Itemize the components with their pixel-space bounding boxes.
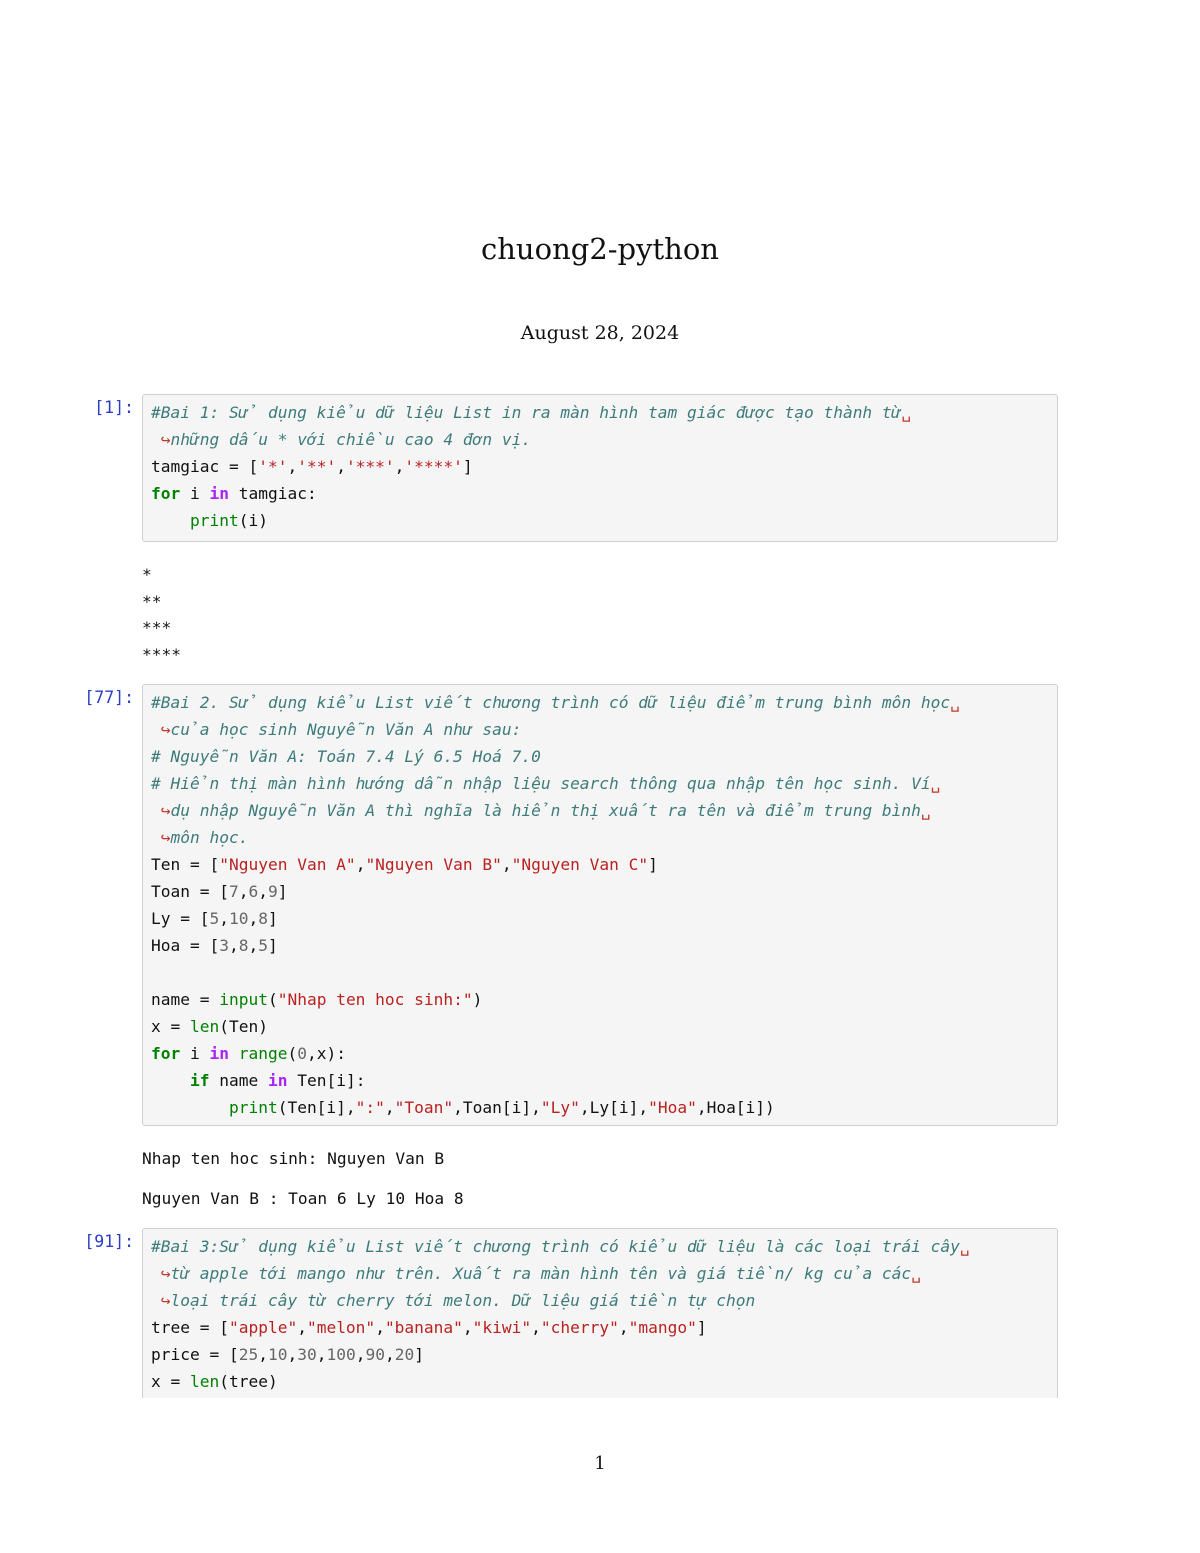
code-token: (i): [238, 511, 268, 530]
code-token: 7: [228, 882, 239, 901]
code-line: [151, 824, 1051, 851]
code-token: 5: [209, 909, 220, 928]
code-token: x =: [151, 1372, 190, 1391]
page-number: 1: [594, 1453, 606, 1474]
code-token: x =: [151, 1017, 190, 1036]
code-token: [229, 1044, 239, 1063]
code-token: '**': [297, 457, 337, 476]
code-token: ,x):: [306, 1044, 346, 1063]
line-wrap-marker: ↪: [151, 828, 171, 847]
code-token: (tree): [219, 1372, 278, 1391]
code-token: "Hoa": [648, 1098, 697, 1117]
code-token: ,: [248, 936, 259, 955]
document-title: chuong2-python: [481, 232, 719, 266]
code-line: [151, 1368, 1051, 1395]
code-token: "Toan": [394, 1098, 454, 1117]
code-token: ,: [462, 1318, 473, 1337]
code-token: Ten = [: [151, 855, 220, 874]
code-token: (: [267, 990, 278, 1009]
code-token: Toan = [: [151, 882, 229, 901]
code-line: [151, 426, 1051, 453]
code-token: print: [228, 1098, 278, 1117]
output-line: ****: [142, 644, 181, 664]
line-wrap-marker: ␣: [901, 403, 912, 422]
code-token: "kiwi": [472, 1318, 532, 1337]
code-token: "cherry": [540, 1318, 619, 1337]
code-token: loại trái cây từ cherry tới melon. Dữ liệu giá tiền tự chọn: [170, 1291, 756, 1310]
code-token: len: [189, 1017, 220, 1036]
code-token: Ten[i]:: [287, 1071, 366, 1090]
cell-3-code-box[interactable]: [142, 1228, 1058, 1398]
code-line: [151, 1314, 1051, 1341]
code-token: ,: [531, 1318, 541, 1337]
code-token: "mango": [628, 1318, 697, 1337]
cell-1-prompt: [1]:: [94, 398, 134, 417]
code-token: range: [238, 1044, 288, 1063]
code-line: [151, 1094, 1051, 1121]
code-token: [151, 1098, 229, 1117]
code-token: 6: [248, 882, 259, 901]
code-line: [151, 716, 1051, 743]
code-token: 9: [267, 882, 278, 901]
code-token: ]: [696, 1318, 707, 1337]
line-wrap-marker: ↪: [151, 430, 171, 449]
code-token: ,: [384, 1098, 395, 1117]
output-line: **: [142, 591, 162, 611]
code-token: 8: [258, 909, 268, 928]
code-token: ,: [394, 457, 405, 476]
code-token: i: [180, 484, 210, 503]
code-token: từ apple tới mango như trên. Xuất ra màn hình tên và giá tiền/ kg của các: [170, 1264, 912, 1283]
document-date: August 28, 2024: [520, 322, 680, 344]
code-token: ,: [375, 1318, 385, 1337]
code-token: 100: [326, 1345, 356, 1364]
code-token: [151, 963, 161, 982]
code-token: if: [189, 1071, 210, 1090]
line-wrap-marker: ␣: [911, 1264, 921, 1283]
code-token: 3: [219, 936, 229, 955]
code-line: [151, 480, 1051, 507]
cell-3-code: [151, 1233, 1051, 1395]
cell-2-output-line-2: Nguyen Van B : Toan 6 Ly 10 Hoa 8: [142, 1189, 464, 1208]
code-token: input: [219, 990, 268, 1009]
code-token: "Nguyen Van A": [219, 855, 356, 874]
line-wrap-marker: ↪: [151, 1264, 171, 1283]
code-token: in: [209, 1044, 229, 1063]
code-line: [151, 1287, 1051, 1314]
code-token: # Hiển thị màn hình hướng dẫn nhập liệu search thông qua nhập tên học sinh. Ví: [151, 774, 931, 793]
code-token: ,: [501, 855, 512, 874]
code-line: [151, 1067, 1051, 1094]
code-token: "apple": [228, 1318, 298, 1337]
code-line: [151, 1260, 1051, 1287]
output-line: ***: [142, 618, 172, 638]
code-token: name: [209, 1071, 268, 1090]
code-token: ]: [648, 855, 658, 874]
code-token: 25: [238, 1345, 259, 1364]
code-token: 5: [258, 936, 268, 955]
code-token: ,: [248, 909, 259, 928]
code-token: tamgiac:: [229, 484, 317, 503]
code-token: print: [189, 511, 239, 530]
code-token: for: [151, 1044, 181, 1063]
line-wrap-marker: ↪: [151, 801, 171, 820]
code-token: '***': [345, 457, 395, 476]
code-token: ":": [355, 1098, 385, 1117]
code-line: [151, 986, 1051, 1013]
code-token: "Ly": [540, 1098, 580, 1117]
code-line: [151, 959, 1051, 986]
code-token: ,: [336, 457, 346, 476]
code-token: 20: [394, 1345, 415, 1364]
code-token: "melon": [306, 1318, 376, 1337]
line-wrap-marker: ␣: [920, 801, 931, 820]
code-token: ,: [219, 909, 229, 928]
cell-1-output: [142, 562, 181, 668]
code-token: i: [180, 1044, 210, 1063]
code-line: [151, 878, 1051, 905]
code-line: [151, 932, 1051, 959]
code-token: '****': [404, 457, 463, 476]
code-token: "banana": [384, 1318, 463, 1337]
code-token: #Bai 3:Sử dụng kiểu List viết chương trình có kiểu dữ liệu là các loại trái cây: [151, 1237, 960, 1256]
code-token: 30: [297, 1345, 317, 1364]
output-line: *: [142, 565, 152, 584]
code-token: của học sinh Nguyễn Văn A như sau:: [170, 720, 522, 739]
code-token: ,: [287, 1345, 298, 1364]
code-line: [151, 689, 1051, 716]
code-token: [151, 511, 190, 530]
code-token: ,: [238, 882, 249, 901]
code-token: ]: [277, 882, 288, 901]
code-token: "Nguyen Van B": [365, 855, 502, 874]
code-token: #Bai 1: Sử dụng kiểu dữ liệu List in ra màn hình tam giác được tạo thành từ: [151, 403, 902, 422]
code-token: ,: [355, 855, 366, 874]
code-line: [151, 1040, 1051, 1067]
code-token: ]: [462, 457, 473, 476]
code-line: [151, 453, 1051, 480]
code-token: ,: [384, 1345, 395, 1364]
code-token: "Nguyen Van C": [511, 855, 649, 874]
code-token: ]: [267, 909, 278, 928]
code-token: in: [209, 484, 229, 503]
code-token: # Nguyễn Văn A: Toán 7.4 Lý 6.5 Hoá 7.0: [151, 747, 541, 766]
cell-2-code: [151, 689, 1051, 1121]
code-token: Hoa = [: [151, 936, 220, 955]
code-token: name =: [151, 990, 220, 1009]
line-wrap-marker: ␣: [959, 1237, 970, 1256]
code-line: [151, 851, 1051, 878]
code-token: in: [267, 1071, 288, 1090]
code-token: [151, 1071, 190, 1090]
code-line: [151, 797, 1051, 824]
code-token: Ly = [: [151, 909, 210, 928]
code-token: môn học.: [170, 828, 249, 847]
cell-3-prompt: [91]:: [84, 1232, 134, 1251]
cell-2-output-line-1: Nhap ten hoc sinh: Nguyen Van B: [142, 1149, 445, 1168]
code-token: dụ nhập Nguyễn Văn A thì nghĩa là hiển thị xuất ra tên và điểm trung bình: [170, 801, 921, 820]
code-token: ,: [258, 882, 268, 901]
code-line: [151, 1013, 1051, 1040]
code-token: 10: [267, 1345, 288, 1364]
code-token: ,: [316, 1345, 327, 1364]
code-line: [151, 399, 1051, 426]
cell-2-prompt: [77]:: [84, 688, 134, 707]
code-line: [151, 1341, 1051, 1368]
code-token: ]: [414, 1345, 424, 1364]
code-token: ,: [228, 936, 239, 955]
code-token: ,: [258, 1345, 268, 1364]
code-token: '*': [258, 457, 288, 476]
code-token: (Ten): [219, 1017, 268, 1036]
code-token: 8: [238, 936, 249, 955]
code-token: ,: [355, 1345, 366, 1364]
code-token: tamgiac = [: [151, 457, 259, 476]
code-token: "Nhap ten hoc sinh:": [277, 990, 473, 1009]
code-line: [151, 770, 1051, 797]
code-token: những dấu * với chiều cao 4 đơn vị.: [170, 430, 532, 449]
line-wrap-marker: ␣: [930, 774, 941, 793]
code-line: [151, 1233, 1051, 1260]
code-token: (Ten[i],: [277, 1098, 356, 1117]
code-token: len: [189, 1372, 220, 1391]
cell-1-code-box[interactable]: [142, 394, 1058, 542]
code-token: for: [151, 484, 181, 503]
code-token: ,: [287, 457, 298, 476]
line-wrap-marker: ␣: [950, 693, 960, 712]
cell-2-code-box[interactable]: [142, 684, 1058, 1126]
line-wrap-marker: ↪: [151, 1291, 171, 1310]
code-token: ,: [297, 1318, 307, 1337]
line-wrap-marker: ↪: [151, 720, 171, 739]
code-token: ,: [618, 1318, 629, 1337]
code-line: [151, 507, 1051, 534]
code-token: 10: [228, 909, 249, 928]
code-token: (: [287, 1044, 298, 1063]
code-token: 0: [297, 1044, 307, 1063]
code-line: [151, 743, 1051, 770]
code-token: tree = [: [151, 1318, 229, 1337]
code-token: price = [: [151, 1345, 239, 1364]
code-token: ,Toan[i],: [453, 1098, 541, 1117]
code-token: #Bai 2. Sử dụng kiểu List viết chương trình có dữ liệu điểm trung bình môn học: [151, 693, 951, 712]
code-token: ,Hoa[i]): [696, 1098, 775, 1117]
cell-1-code: [151, 399, 1051, 534]
code-line: [151, 905, 1051, 932]
code-token: 90: [365, 1345, 385, 1364]
code-token: ]: [267, 936, 278, 955]
code-token: ): [472, 990, 483, 1009]
code-token: ,Ly[i],: [579, 1098, 649, 1117]
